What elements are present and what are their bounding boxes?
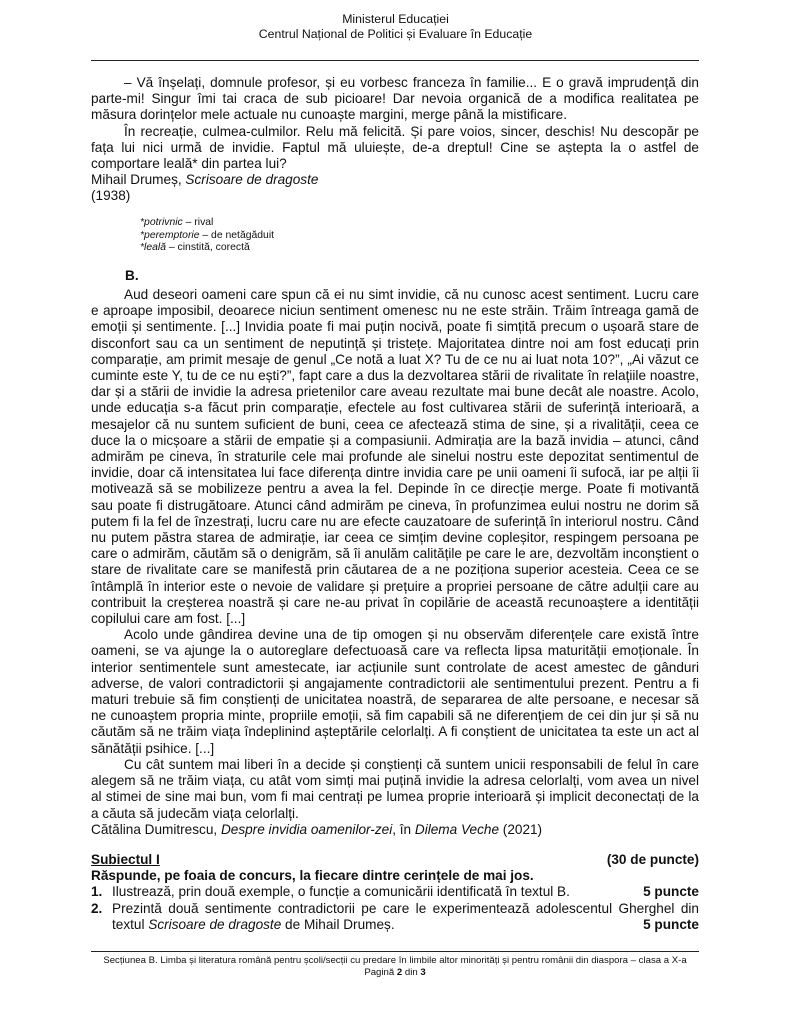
text-b-paragraph-3: Cu cât suntem mai liberi în a decide și conștienți că suntem unicii responsabili de felul în care alegem să ne trăim viața, cu atât vom simți mai puțină invidie la adresa celorlalți, vom avea un nivel al stimei de sine mai bun, vom fi mai centrați pe lumea proprie interioară și implicit deconectați de la a căuta să judecăm viața celorlalți. [91, 756, 699, 821]
text-a [91, 75, 699, 205]
center-name: Centrul Național de Politici și Evaluare în Educație [258, 27, 533, 41]
text-b-source: Cătălina Dumitrescu, Despre invidia oamenilor-zei, în Dilema Veche (2021) [91, 821, 543, 837]
task-points: 5 puncte [643, 916, 699, 932]
ministry-name: Ministerul Educației [342, 12, 449, 26]
footer-section-label: Secțiunea B. Limba și literatura română pentru școli/secții cu predare în limbile altor minorități și pentru românii din diaspora – clasa a X-a [103, 955, 687, 966]
text-a-title: Scrisoare de dragoste [185, 172, 319, 188]
subject-header [91, 852, 699, 868]
text-b-paragraph-2: Acolo unde gândirea devine una de tip omogen și nu observăm diferențele care există între oameni, se va ajunge la o autoreglare defectuoasă care va reflecta lipsa maturității emoționale. În interior sentimentele sunt amestecate, iar acțiunile sunt controlate de acest amestec de gânduri adverse, de valori contradictorii și angajamente contradictorii ale sentimentului prezent. Pentru a fi maturi trebuie să fim conștienți de unicitatea noastră, de separarea de alte persoane, e necesar să ne cunoaștem propria minte, propriile emoții, să fim capabili să ne diferențiem de cei din jur și să nu căutăm să ne trăim viața îndeplinind așteptările celorlalți. A fi conștient de unicitatea ta este un act al sănătății psihice. [...] [91, 627, 699, 756]
subject-instruction: Răspunde, pe foaia de concurs, la fiecare dintre cerințele de mai jos. [91, 868, 534, 884]
page-number: Pagină 2 din 3 [364, 967, 426, 978]
subject-title: Subiectul I [91, 852, 160, 867]
header-divider [91, 60, 699, 61]
task-points: 5 puncte [643, 884, 699, 900]
page-footer [91, 955, 699, 979]
footnotes [140, 217, 274, 255]
footnote: *peremptorie – de netăgăduit [140, 229, 275, 241]
task-item: 1. Ilustrează, prin două exemple, o funcție a comunicării identificată în textul B. 5 puncte [91, 884, 699, 900]
subject-points: (30 de puncte) [606, 852, 699, 867]
page-header [0, 12, 791, 42]
text-b-heading: B. [125, 268, 139, 283]
subject-section [91, 852, 699, 933]
text-a-source [91, 172, 699, 188]
footer-divider [91, 951, 699, 952]
text-a-year: (1938) [91, 188, 131, 204]
text-b-paragraph-1: Aud deseori oameni care spun că ei nu simt invidie, că nu cunosc acest sentiment. Lucru care e aproape imposibil, deoarece niciun sentiment omenesc nu ne este străin. Trăim întreaga gamă de emoții și sentimente. [...] Invidia poate fi mai puțin nocivă, poate fi simțită precum o ușoară stare de disconfort sau ca un sentiment de neputință și tristețe. Majoritatea dintre noi am fost educați prin comparație, am primit mesaje de genul „Ce notă a luat X? Tu de ce nu ai luat nota 10?”, „Ai văzut ce cuminte este Y, tu de ce nu ești?”, fapt care a dus la dezvoltarea stării de rivalitate în relațiile noastre, dar și a stării de invidie la adresa prietenilor care aveau rezultate mai bune decât ale noastre. Acolo, unde educația s-a făcut prin comparație, efectele au fost cultivarea stării de suferință interioară, a mesajelor că nu suntem suficient de buni, ceea ce afectează stima de sine, și a rivalității, ceea ce duce la o micșoare a stării de empatie și a compasiunii. Admirația are la bază invidia – atunci, când admirăm pe cineva, în straturile cele mai profunde ale sinelui nostru este depozitat sentimentul de invidie, doar că intensitatea lui face diferența dintre invidia care pe unii oameni îi sufocă, iar pe alții îi motivează să se mobilizeze pentru a avea la fel. Depinde în ce direcție merge. Poate fi motivantă sau poate fi distrugătoare. Atunci când admirăm pe cineva, în profunzimea eului nostru ne dorim să putem fi la fel de înzestrați, lucru care nu are efecte cauzatoare de suferință în interiorul nostru. Când nu putem păstra starea de admirație, iar ceea ce simțim devine copleșitor, respingem persoana pe care o admirăm, căutăm să o denigrăm, să îi anulăm calitățile pe care le are, dezvoltăm inconștient o stare de rivalitate care se manifestă prin căutarea de a ne poziționa superior acesteia. Ceea ce se întâmplă în interior este o nevoie de validare și prețuire a propriei persoane de către adulții care au contribuit la creșterea noastră și care ne-au privat în copilărie de această recunoaștere a identității copilului care am fost. [...] [91, 287, 699, 627]
footnote: *leală – cinstită, corectă [140, 242, 250, 254]
task-item: 2. Prezintă două sentimente contradictorii pe care le experimentează adolescentul Gherghel din textul Scrisoare de dragoste de Mihail Drumeș. 5 puncte [91, 900, 699, 932]
text-b [91, 287, 699, 838]
text-a-author: Mihail Drumeș, [91, 172, 186, 188]
text-a-paragraph-2: În recreație, culmea-culmilor. Relu mă felicită. Și pare voios, sincer, deschis! Nu descopăr pe fața lui nici urmă de invidie. Faptul mă uluiește, de-a dreptul! Cine se aștepta la o astfel de comportare leală* din partea lui? [91, 123, 699, 172]
footnote: *potrivnic – rival [140, 217, 214, 228]
text-a-paragraph-1: – Vă înșelați, domnule profesor, și eu vorbesc franceza în familie... E o gravă imprudență din parte-mi! Singur îmi tai craca de sub picioare! Dar nevoia organică de a modifica realitatea pe măsura dorințelor mele actuale nu cunoaște margini, merge până la mistificare. [91, 75, 699, 123]
